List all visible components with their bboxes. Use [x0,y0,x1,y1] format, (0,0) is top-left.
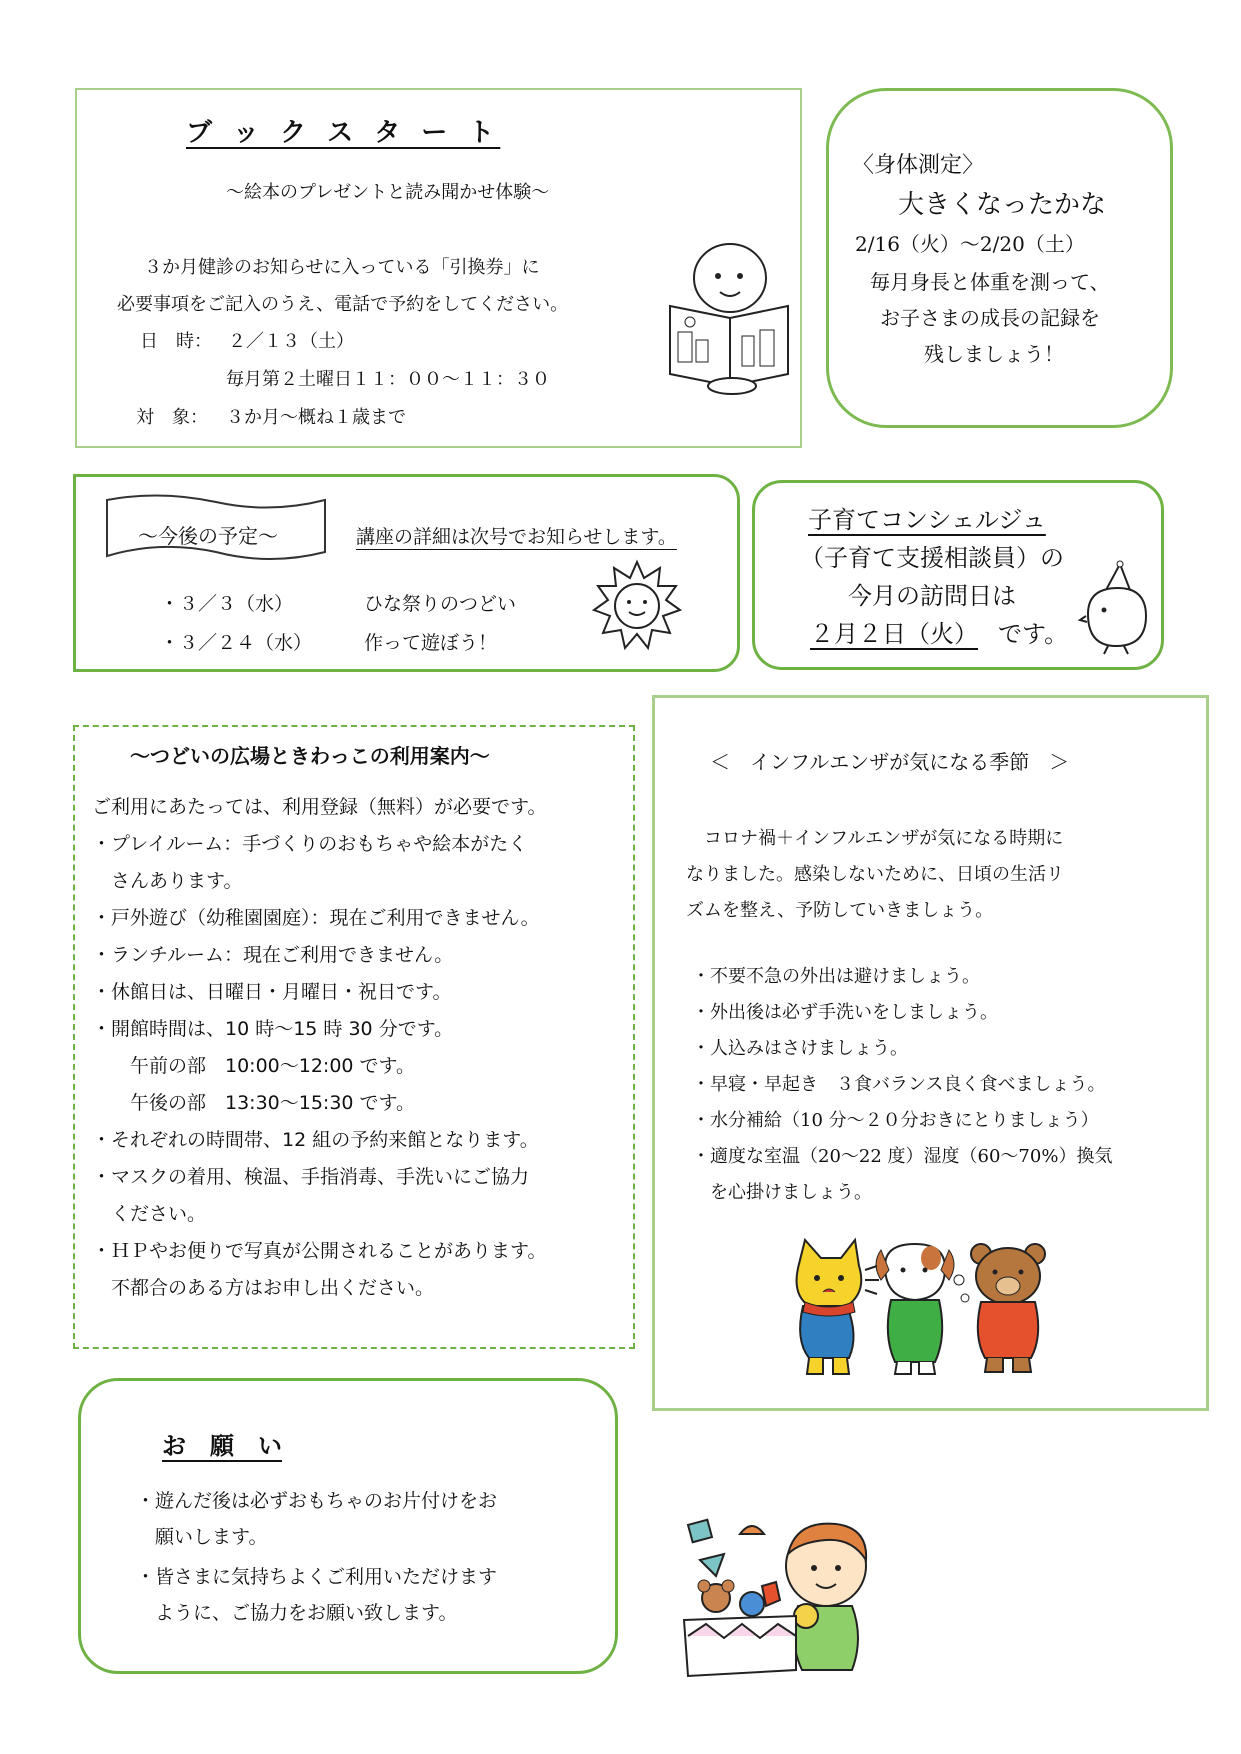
concierge-line2: （子育て支援相談員）の [800,544,1064,572]
influenza-tip-4: ・早寝・早起き ３食バランス良く食べましょう。 [692,1074,1106,1095]
schedule-item-date-1: ・３／３（水） [160,593,294,615]
schedule-item-date-2: ・３／２４（水） [160,632,313,654]
concierge-line3: 今月の訪問日は [848,582,1016,610]
influenza-tip-6: ・適度な室温（20～22 度）湿度（60～70%）換気 [692,1146,1113,1167]
bookstart-subtitle: ～絵本のプレゼントと読み聞かせ体験～ [226,182,550,203]
tsudoi-line-10: ・マスクの着用、検温、手指消毒、手洗いにご協力 [92,1166,530,1188]
bookstart-target-label: 対 象： [136,407,208,428]
bookstart-date-label: 日 時： [140,331,212,352]
concierge-suffix: です。 [998,620,1069,648]
bookstart-line1: ３か月健診のお知らせに入っている「引換券」に [144,257,540,278]
tsudoi-title: ～つどいの広場ときわっこの利用案内～ [130,744,490,768]
baby-reading-illustration [660,236,795,396]
concierge-line1: 子育てコンシェルジュ [808,506,1046,534]
tsudoi-line-6: ・開館時間は、10 時～15 時 30 分です。 [92,1018,454,1040]
tsudoi-line-9: ・それぞれの時間帯、12 組の予約来館となります。 [92,1129,539,1151]
influenza-intro-3: ズムを整え、予防していきましょう。 [686,900,994,921]
influenza-tip-5: ・水分補給（10 分～２０分おきにとりましょう） [692,1110,1099,1131]
measurement-panel [826,88,1173,428]
schedule-note: 講座の詳細は次号でお知らせします。 [356,526,677,548]
chick-icon [1080,564,1152,654]
influenza-tip-3: ・人込みはさけましょう。 [692,1038,908,1059]
schedule-banner: ～今後の予定～ [138,524,278,548]
tsudoi-line-11: ください。 [92,1203,207,1225]
tsudoi-line-13: 不都合のある方はお申し出ください。 [92,1277,435,1299]
measurement-title: 大きくなったかな [898,190,1107,220]
tsudoi-line-2: さんあります。 [92,870,243,892]
bookstart-target-value: ３か月～概ね１歳まで [226,407,406,428]
bookstart-date-value: ２／１３（土） [228,331,354,352]
onegai-line-3: ・皆さまに気持ちよくご利用いただけます [136,1566,498,1588]
schedule-item-event-2: 作って遊ぼう！ [364,632,498,654]
sneezing-animals-illustration [785,1240,1085,1380]
sun-icon [592,560,682,650]
bookstart-title: ブ ッ ク ス タ ー ト [186,118,501,148]
tsudoi-line-12: ・ＨＰやお便りで写真が公開されることがあります。 [92,1240,547,1262]
tsudoi-line-5: ・休館日は、日曜日・月曜日・祝日です。 [92,981,452,1003]
bookstart-line2: 必要事項をご記入のうえ、電話で予約をしてください。 [117,294,569,315]
influenza-tip-7: を心掛けましょう。 [692,1182,872,1203]
measurement-dates: 2/16（火）～2/20（土） [855,232,1085,256]
influenza-intro-1: コロナ禍＋インフルエンザが気になる時期に [686,828,1064,849]
tsudoi-line-3: ・戸外遊び（幼稚園園庭）：現在ご利用できません。 [92,907,540,929]
tsudoi-line-7: 午前の部 10:00～12:00 です。 [92,1055,416,1077]
influenza-tip-2: ・外出後は必ず手洗いをしましょう。 [692,1002,998,1023]
bookstart-time-value: 毎月第２土曜日１１：００～１１：３０ [226,369,550,390]
tsudoi-line-1: ・プレイルーム：手づくりのおもちゃや絵本がたく [92,833,528,855]
measurement-line1: 毎月身長と体重を測って、 [870,270,1110,294]
tsudoi-line-4: ・ランチルーム：現在ご利用できません。 [92,944,454,966]
measurement-heading: 〈身体測定〉 [852,153,985,178]
onegai-line-2: 願いします。 [136,1526,268,1548]
child-toybox-illustration [676,1520,896,1680]
influenza-intro-2: なりました。感染しないために、日頃の生活リ [686,864,1064,885]
tsudoi-line-8: 午後の部 13:30～15:30 です。 [92,1092,416,1114]
influenza-title: ＜ インフルエンザが気になる季節 ＞ [710,750,1070,774]
concierge-date: ２月２日（火） [810,620,978,648]
measurement-line2: お子さまの成長の記録を [880,306,1100,330]
tsudoi-intro: ご利用にあたっては、利用登録（無料）が必要です。 [92,796,547,818]
schedule-item-event-1: ひな祭りのつどい [364,593,517,615]
measurement-line3: 残しましょう！ [924,342,1064,366]
onegai-title: お 願 い [162,1432,282,1460]
onegai-line-1: ・遊んだ後は必ずおもちゃのお片付けをお [136,1490,498,1512]
onegai-line-4: ように、ご協力をお願い致します。 [136,1602,458,1624]
influenza-tip-1: ・不要不急の外出は避けましょう。 [692,966,980,987]
